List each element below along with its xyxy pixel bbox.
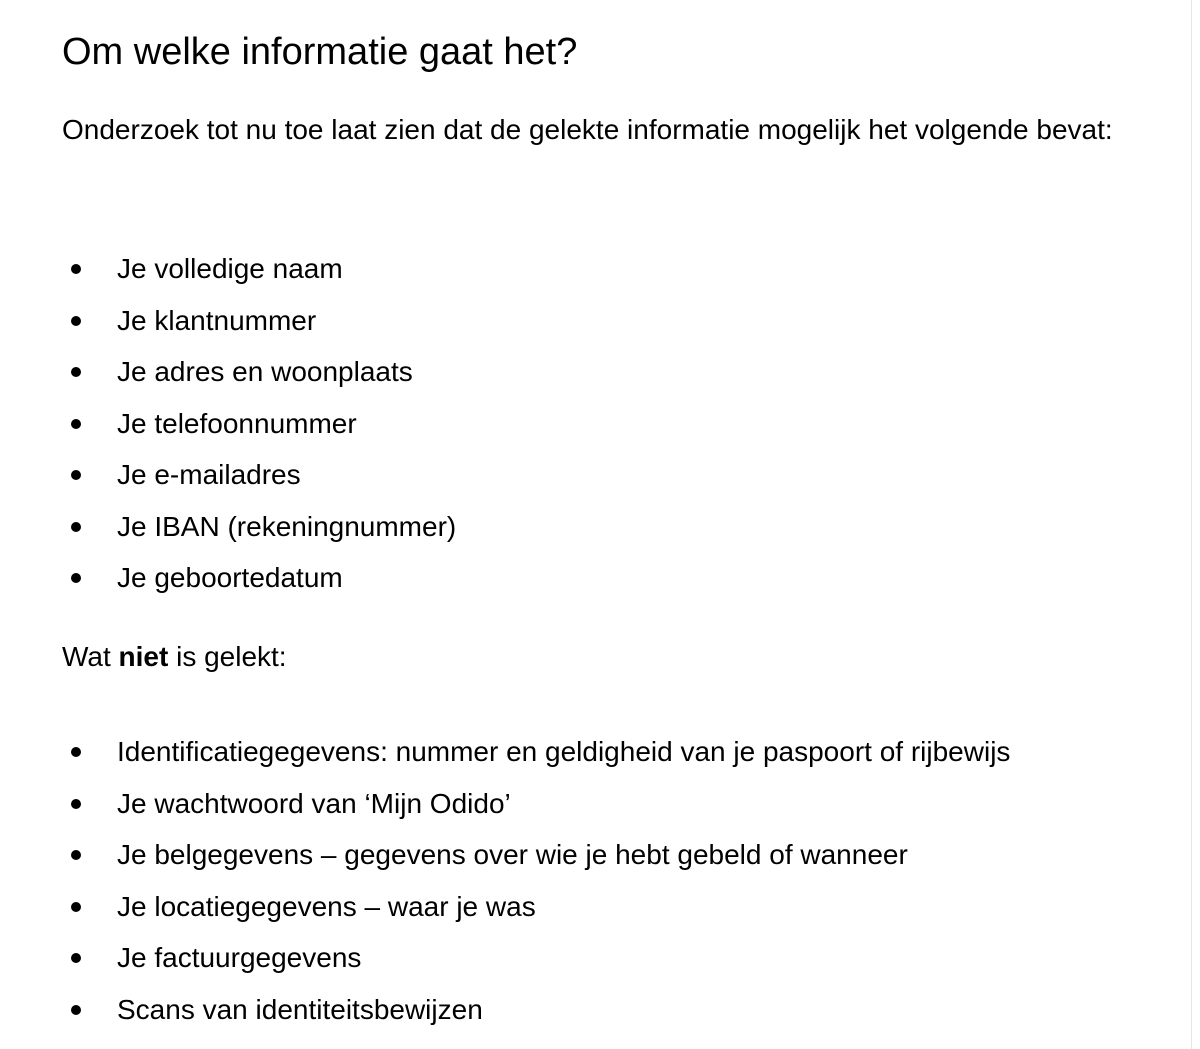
page-title: Om welke informatie gaat het?: [62, 31, 578, 73]
list-item: [62, 726, 1010, 778]
list-item-label: Je IBAN (rekeningnummer): [117, 510, 457, 542]
bullet-icon: [71, 367, 81, 377]
leaked-info-list: [62, 243, 456, 604]
not-leaked-info-list: [62, 726, 1010, 1035]
list-item: [62, 984, 1010, 1036]
list-item-label: Je adres en woonplaats: [117, 356, 413, 387]
list-item-label: Je factuurgegevens: [117, 942, 362, 973]
bullet-icon: [71, 799, 81, 809]
list-item-label: Je geboortedatum: [117, 562, 343, 593]
bullet-icon: [71, 522, 81, 532]
bullet-icon: [71, 316, 81, 326]
list-item-label: Identificatiegegevens: nummer en geldigheid van je paspoort of rijbewijs: [117, 736, 1011, 767]
bullet-icon: [71, 470, 81, 480]
list-item-label: Je e-mailadres: [117, 459, 301, 490]
list-item-label: Je wachtwoord van ‘Mijn Odido’: [117, 787, 511, 819]
list-item: [62, 829, 1010, 881]
bullet-icon: [71, 264, 81, 274]
list-item: [62, 449, 456, 501]
list-item: [62, 552, 456, 604]
list-item-label: Je telefoonnummer: [117, 407, 357, 439]
bullet-icon: [71, 747, 81, 757]
list-item: [62, 932, 1010, 984]
list-item-label: Scans van identiteitsbewijzen: [117, 993, 483, 1025]
not-leaked-heading-prefix: Wat: [62, 641, 119, 672]
bullet-icon: [71, 573, 81, 583]
list-item: [62, 881, 1010, 933]
bullet-icon: [71, 953, 81, 963]
page-edge-rule: [1191, 0, 1192, 1049]
list-item: [62, 295, 456, 347]
not-leaked-heading-emphasis: niet: [118, 641, 169, 672]
bullet-icon: [71, 902, 81, 912]
list-item: [62, 346, 456, 398]
not-leaked-heading-suffix: is gelekt:: [168, 641, 287, 672]
list-item-label: Je belgegevens – gegevens over wie je hebt gebeld of wanneer: [117, 839, 908, 870]
bullet-icon: [71, 1005, 81, 1015]
intro-paragraph: Onderzoek tot nu toe laat zien dat de gelekte informatie mogelijk het volgende bevat:: [62, 114, 1113, 145]
list-item: [62, 243, 456, 295]
list-item: [62, 778, 1010, 830]
list-item-label: Je klantnummer: [117, 304, 317, 336]
list-item: [62, 398, 456, 450]
bullet-icon: [71, 419, 81, 429]
list-item-label: Je locatiegegevens – waar je was: [117, 890, 536, 922]
list-item-label: Je volledige naam: [117, 253, 343, 284]
bullet-icon: [71, 850, 81, 860]
list-item: [62, 501, 456, 553]
not-leaked-heading: [62, 636, 287, 678]
